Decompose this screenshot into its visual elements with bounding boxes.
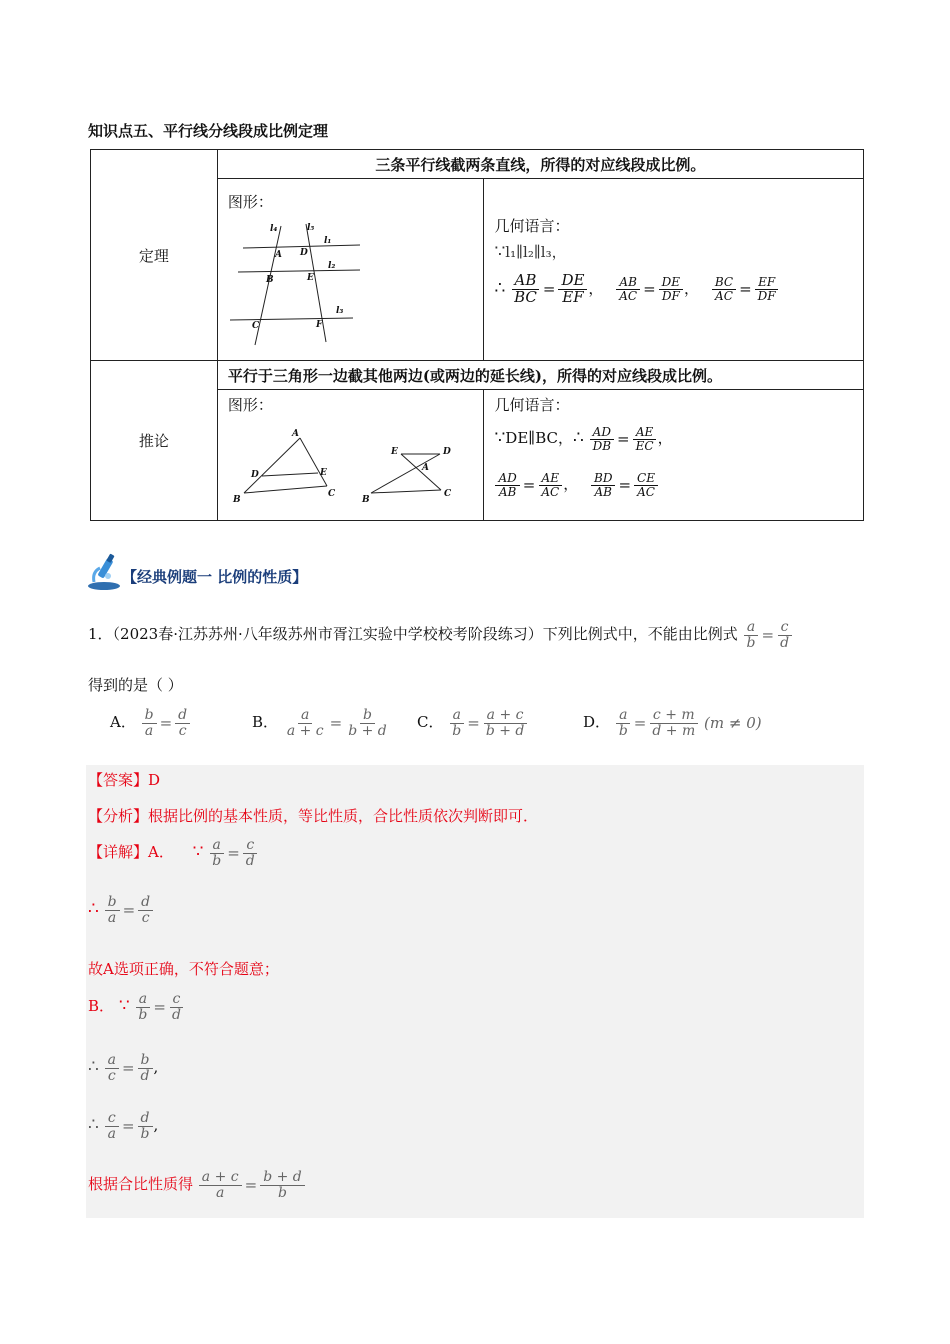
label-A: A: [421, 463, 429, 473]
frac-b-a: $\frac{b}{a}$: [105, 895, 120, 925]
frac-c-d: $\frac{c}{d}$: [169, 992, 184, 1022]
corollary-given-text: DE∥BC，: [505, 429, 573, 448]
frac-AE-EC: $\frac{AE}{EC}$: [633, 426, 657, 452]
frac-DE-DF: $\frac{DE}{DF}$: [659, 276, 683, 302]
frac-EF-DF: $\frac{EF}{DF}$: [755, 276, 779, 302]
equals-sign: =: [153, 998, 166, 1017]
corollary-header: 平行于三角形一边截其他两边(或两边的延长线)，所得的对应线段成比例。: [227, 366, 723, 385]
frac-BD-AB: $\frac{BD}{AB}$: [591, 472, 615, 498]
theorem-given: [494, 241, 566, 262]
section-title: 知识点五、平行线分线段成比例定理: [88, 122, 329, 140]
option-B-frac-left: $\frac{a}{a + c}$: [286, 707, 324, 739]
option-A[interactable]: [110, 708, 191, 738]
parallel-lines-figure: [218, 179, 484, 361]
label-D: D: [299, 248, 308, 258]
comma: ,: [153, 1116, 159, 1135]
equals-sign: =: [121, 1117, 135, 1136]
label-E: E: [306, 273, 314, 283]
detail-line-b: [88, 992, 185, 1022]
frac-apc-a: $\frac{a + c}{a}$: [199, 1170, 242, 1200]
microscope-icon: [86, 552, 126, 592]
theorem-label: 定理: [91, 150, 218, 361]
detail-line-a: [88, 838, 259, 868]
label-l1: l₁: [323, 236, 332, 246]
triangle-figure-2: [348, 390, 485, 521]
option-B-frac-right: $\frac{b}{b + d}$: [348, 707, 387, 739]
theorem-figure-label: 图形：: [227, 193, 273, 211]
frac-c-d: $\frac{c}{d}$: [777, 620, 792, 650]
detail-line-b-3: [88, 1170, 306, 1200]
label-B: B: [265, 275, 274, 285]
detail-line-a-result: [88, 895, 154, 925]
detail-a-label: A．: [148, 843, 174, 862]
label-E: E: [319, 468, 327, 478]
equals-sign: =: [761, 626, 775, 645]
segment-DB: [371, 454, 440, 493]
frac-bpd-b: $\frac{b + d}{b}$: [260, 1170, 305, 1200]
option-B-label: B．: [252, 713, 279, 732]
label-F: F: [315, 320, 323, 330]
equals-sign: =: [617, 430, 630, 449]
option-D[interactable]: [583, 708, 762, 738]
frac-CE-AC: $\frac{CE}{AC}$: [634, 472, 658, 498]
frac-AE-AC: $\frac{AE}{AC}$: [538, 472, 562, 498]
equals-sign: =: [522, 476, 536, 495]
theorem-geo-label: 几何语言：: [494, 217, 570, 235]
therefore-symbol: ∴: [88, 899, 99, 920]
frac-a-b: $\frac{a}{b}$: [209, 838, 224, 868]
equals-sign: =: [227, 844, 240, 863]
frac-DE-EF: $\frac{DE}{EF}$: [558, 273, 587, 306]
label-l5: l₅: [306, 223, 315, 233]
analysis-text: 根据比例的基本性质，等比性质，合比性质依次判断即可．: [148, 807, 539, 825]
label-C: C: [327, 489, 335, 499]
equals-sign: =: [244, 1176, 258, 1195]
option-D-frac-right: $\frac{c + m}{d + m}$: [649, 708, 698, 738]
theorem-figure-cell: [217, 179, 484, 361]
question-number: 1．: [88, 625, 113, 644]
option-A-label: A．: [110, 713, 136, 732]
equals-sign: =: [159, 714, 173, 733]
label-A: A: [274, 250, 282, 260]
answer-tag: 【答案】: [88, 771, 149, 789]
label-l3: l₃: [335, 306, 344, 316]
therefore-symbol: ∴: [494, 278, 506, 299]
conclusion-a: 故A选项正确，不符合题意；: [88, 960, 279, 978]
therefore-symbol: ∴: [572, 428, 584, 449]
side-AC: [300, 438, 327, 486]
example-heading: 【经典例题一 比例的性质】: [122, 568, 308, 586]
label-B: B: [361, 495, 370, 505]
label-D: D: [442, 447, 451, 457]
option-C-frac-left: $\frac{a}{b}$: [449, 708, 464, 738]
segment-DE: [262, 473, 318, 476]
detail-line-b-2: [88, 1111, 158, 1141]
label-l2: l₂: [327, 261, 336, 271]
equals-sign: =: [739, 280, 752, 299]
analysis-line: [88, 805, 538, 826]
comma: ，: [588, 279, 604, 298]
frac-d-b: $\frac{d}{b}$: [138, 1111, 153, 1141]
equals-sign: =: [618, 476, 632, 495]
option-D-condition: (m ≠ 0): [704, 714, 762, 733]
corollary-figure-cell: [217, 390, 484, 521]
frac-b-d: $\frac{b}{d}$: [138, 1053, 153, 1083]
frac-AB-AC: $\frac{AB}{AC}$: [616, 276, 640, 302]
option-C-frac-right: $\frac{a + c}{b + d}$: [483, 708, 528, 738]
label-C: C: [443, 489, 451, 499]
theorem-header: 三条平行线截两条直线，所得的对应线段成比例。: [375, 155, 706, 174]
because-symbol: ∵: [192, 842, 204, 863]
segment-EC: [401, 454, 441, 490]
equals-sign: =: [467, 714, 480, 733]
corollary-proportions: [494, 472, 659, 498]
option-D-label: D．: [583, 713, 611, 732]
frac-AB-BC: $\frac{AB}{BC}$: [511, 273, 540, 306]
frac-AD-DB: $\frac{AD}{DB}$: [590, 426, 614, 452]
frac-BC-AC: $\frac{BC}{AC}$: [712, 276, 736, 302]
detail-line-b-1: [88, 1053, 158, 1083]
line-l2: [238, 270, 360, 272]
theorem-given-text: l₁∥l₂∥l₃，: [505, 243, 567, 261]
because-symbol: ∵: [494, 242, 506, 262]
corollary-given: [494, 426, 672, 452]
detail-b-label: B．: [88, 997, 115, 1016]
corollary-figure-label: 图形：: [227, 396, 273, 414]
segment-BC: [371, 490, 441, 493]
theorem-table: [90, 149, 864, 521]
corollary-geo-label: 几何语言：: [494, 396, 570, 414]
therefore-symbol: ∴: [88, 1057, 99, 1078]
because-symbol: ∵: [118, 996, 130, 1017]
side-AB: [244, 438, 300, 493]
analysis-tag: 【分析】: [88, 807, 149, 825]
label-B: B: [232, 495, 241, 505]
equals-sign: =: [122, 901, 136, 920]
question-stem: [88, 620, 793, 650]
because-symbol: ∵: [494, 428, 506, 449]
comma: ,: [153, 1058, 159, 1077]
side-BC: [244, 486, 327, 493]
label-C: C: [251, 321, 259, 331]
line-l3: [230, 318, 353, 320]
comma: ，: [684, 279, 700, 298]
question-stem-end: 得到的是（ ）: [88, 676, 183, 694]
label-l4: l₄: [269, 224, 278, 234]
theorem-proportions: [494, 273, 779, 306]
last-line-text: 根据合比性质得: [88, 1175, 194, 1194]
answer-line: [88, 769, 160, 790]
label-A: A: [291, 429, 299, 439]
theorem-geo-cell: [484, 179, 864, 361]
option-A-frac-right: $\frac{d}{c}$: [175, 708, 190, 738]
therefore-symbol: ∴: [88, 1115, 99, 1136]
equals-sign: =: [643, 280, 656, 299]
detail-tag: 【详解】: [88, 843, 149, 862]
option-C-label: C．: [417, 713, 444, 732]
comma: ，: [563, 475, 579, 494]
option-A-frac-left: $\frac{b}{a}$: [142, 708, 157, 738]
corollary-geo-cell: [484, 390, 864, 521]
option-B[interactable]: [252, 708, 391, 738]
option-C[interactable]: [417, 708, 528, 738]
frac-a-b: $\frac{a}{b}$: [744, 620, 759, 650]
solution-panel: [86, 765, 864, 1218]
frac-a-b: $\frac{a}{b}$: [135, 992, 150, 1022]
label-E: E: [390, 447, 398, 457]
option-D-frac-left: $\frac{a}{b}$: [616, 708, 631, 738]
equals-sign: =: [329, 714, 343, 733]
frac-a-c: $\frac{a}{c}$: [105, 1053, 119, 1083]
frac-d-c: $\frac{d}{c}$: [138, 895, 153, 925]
question-source: （2023春·江苏苏州·八年级苏州市胥江实验中学校校考阶段练习）下列比例式中，不能由比例式: [112, 625, 738, 644]
frac-c-d: $\frac{c}{d}$: [243, 838, 258, 868]
comma: ，: [657, 429, 673, 448]
equals-sign: =: [121, 1059, 135, 1078]
label-D: D: [250, 470, 259, 480]
equals-sign: =: [542, 280, 556, 299]
frac-AD-AB: $\frac{AD}{AB}$: [495, 472, 519, 498]
equals-sign: =: [633, 714, 647, 733]
answer-value: D: [148, 771, 161, 789]
frac-c-a: $\frac{c}{a}$: [105, 1111, 119, 1141]
corollary-label: 推论: [91, 361, 218, 521]
